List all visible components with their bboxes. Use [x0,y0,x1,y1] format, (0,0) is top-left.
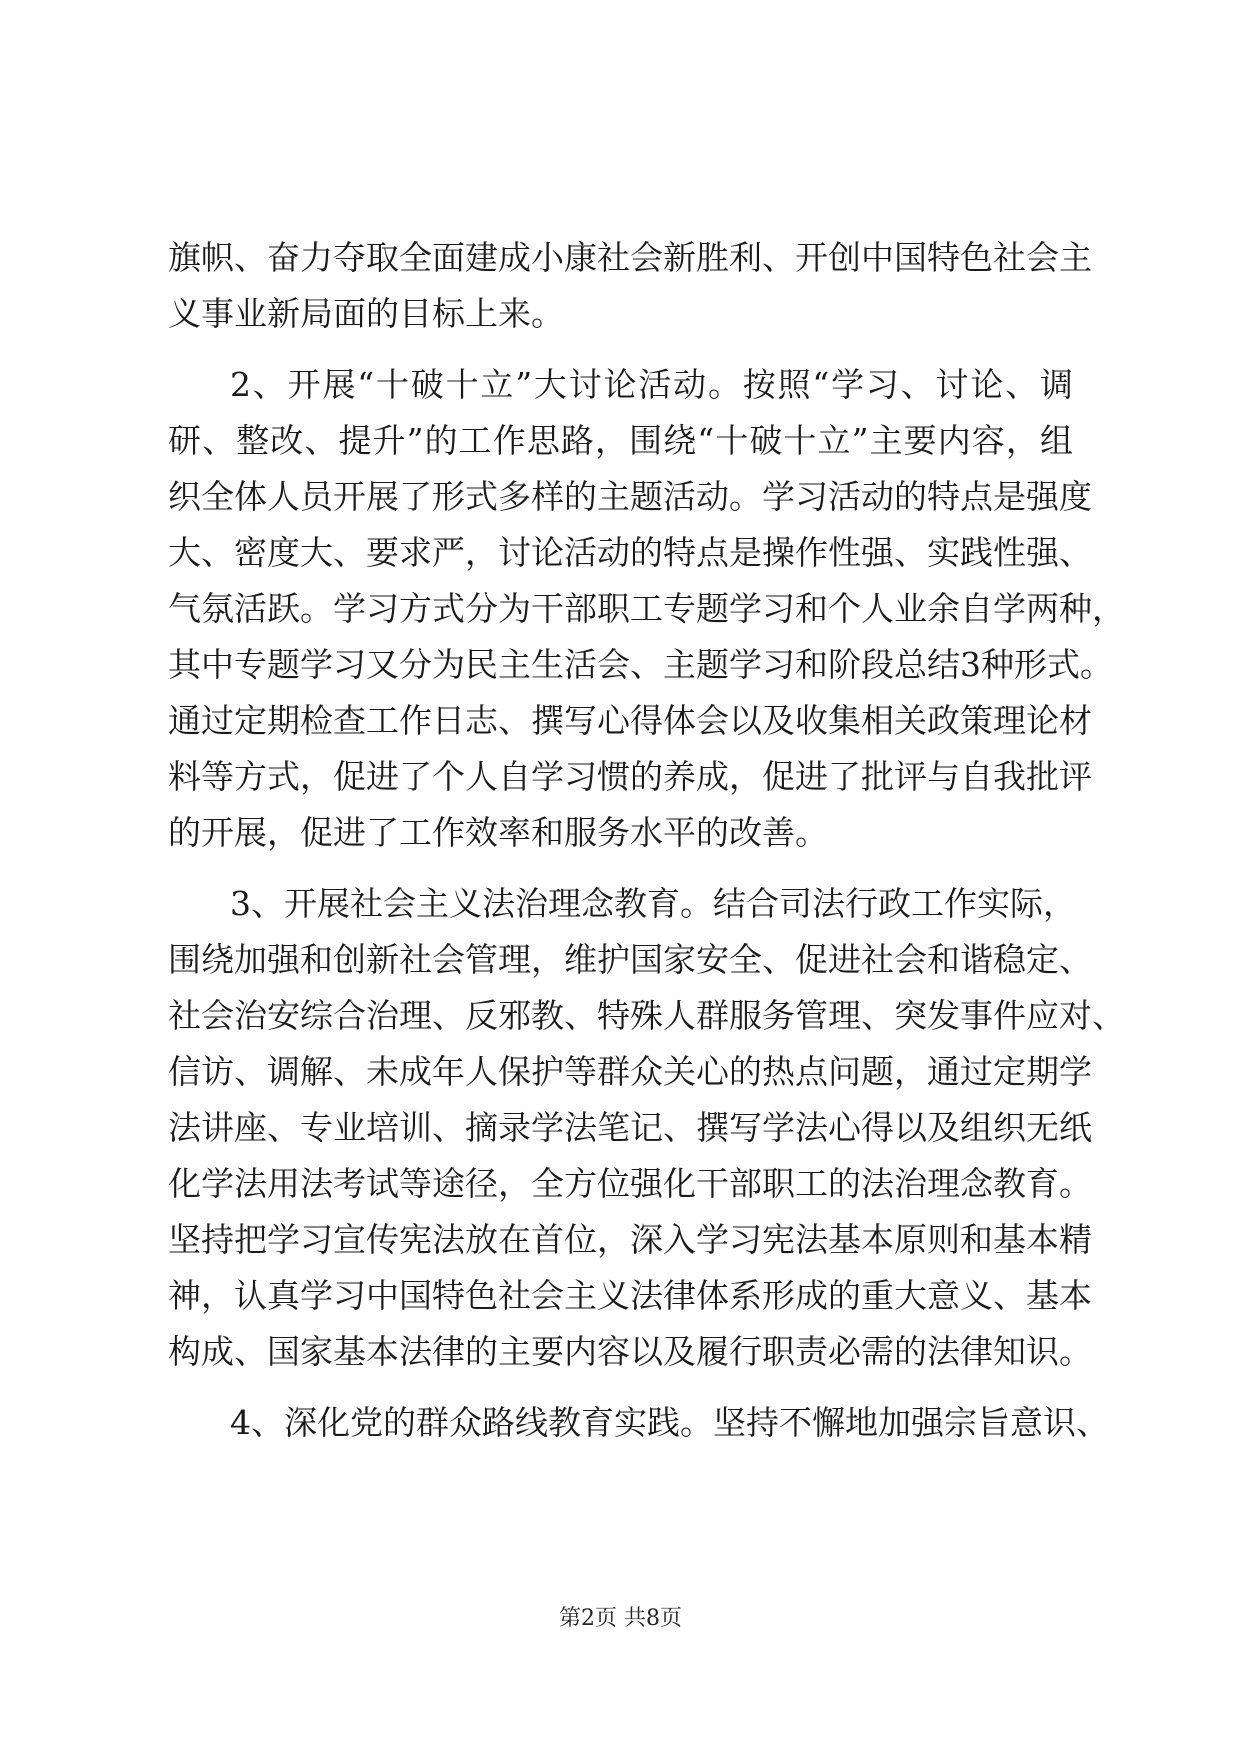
paragraph-3-first-line: 3、开展社会主义法治理念教育。结合司法行政工作实际， [230,884,1076,923]
text-line: 神，认真学习中国特色社会主义法律体系形成的重大意义、基本 [168,1276,1092,1315]
text-line: 围绕加强和创新社会管理，维护国家安全、促进社会和谐稳定、 [168,940,1092,979]
text-line: 通过定期检查工作日志、撰写心得体会以及收集相关政策理论材 [168,701,1092,740]
text-line: 织全体人员开展了形式多样的主题活动。学习活动的特点是强度 [168,477,1092,516]
text-line: 坚持把学习宣传宪法放在首位，深入学习宪法基本原则和基本精 [168,1220,1092,1259]
text-line: 其中专题学习又分为民主生活会、主题学习和阶段总结3种形式。 [168,645,1113,684]
text-line: 气氛活跃。学习方式分为干部职工专题学习和个人业余自学两种， [168,589,1125,628]
text-line: 法讲座、专业培训、摘录学法笔记、撰写学法心得以及组织无纸 [168,1108,1092,1147]
text-line: 化学法用法考试等途径，全方位强化干部职工的法治理念教育。 [168,1164,1092,1203]
text-line: 研、整改、提升”的工作思路，围绕“十破十立”主要内容，组 [168,421,1073,460]
text-line: 料等方式，促进了个人自学习惯的养成，促进了批评与自我批评 [168,757,1092,796]
text-line: 信访、调解、未成年人保护等群众关心的热点问题，通过定期学 [168,1052,1092,1091]
text-line: 义事业新局面的目标上来。 [168,294,564,333]
text-line: 社会治安综合治理、反邪教、特殊人群服务管理、突发事件应对、 [168,996,1125,1035]
page-number-label: 第2页 共8页 [559,1606,682,1631]
body-text [168,230,1125,1451]
text-line: 旗帜、奋力夺取全面建成小康社会新胜利、开创中国特色社会主 [168,238,1092,277]
paragraph-4-first-line: 4、深化党的群众路线教育实践。坚持不懈地加强宗旨意识、 [230,1403,1109,1442]
text-line: 构成、国家基本法律的主要内容以及履行职责必需的法律知识。 [168,1332,1092,1371]
page-footer [0,1604,1241,1634]
text-line: 大、密度大、要求严，讨论活动的特点是操作性强、实践性强、 [168,533,1092,572]
text-line: 的开展，促进了工作效率和服务水平的改善。 [168,813,828,852]
paragraph-2-first-line: 2、开展“十破十立”大讨论活动。按照“学习、讨论、调 [230,365,1073,404]
